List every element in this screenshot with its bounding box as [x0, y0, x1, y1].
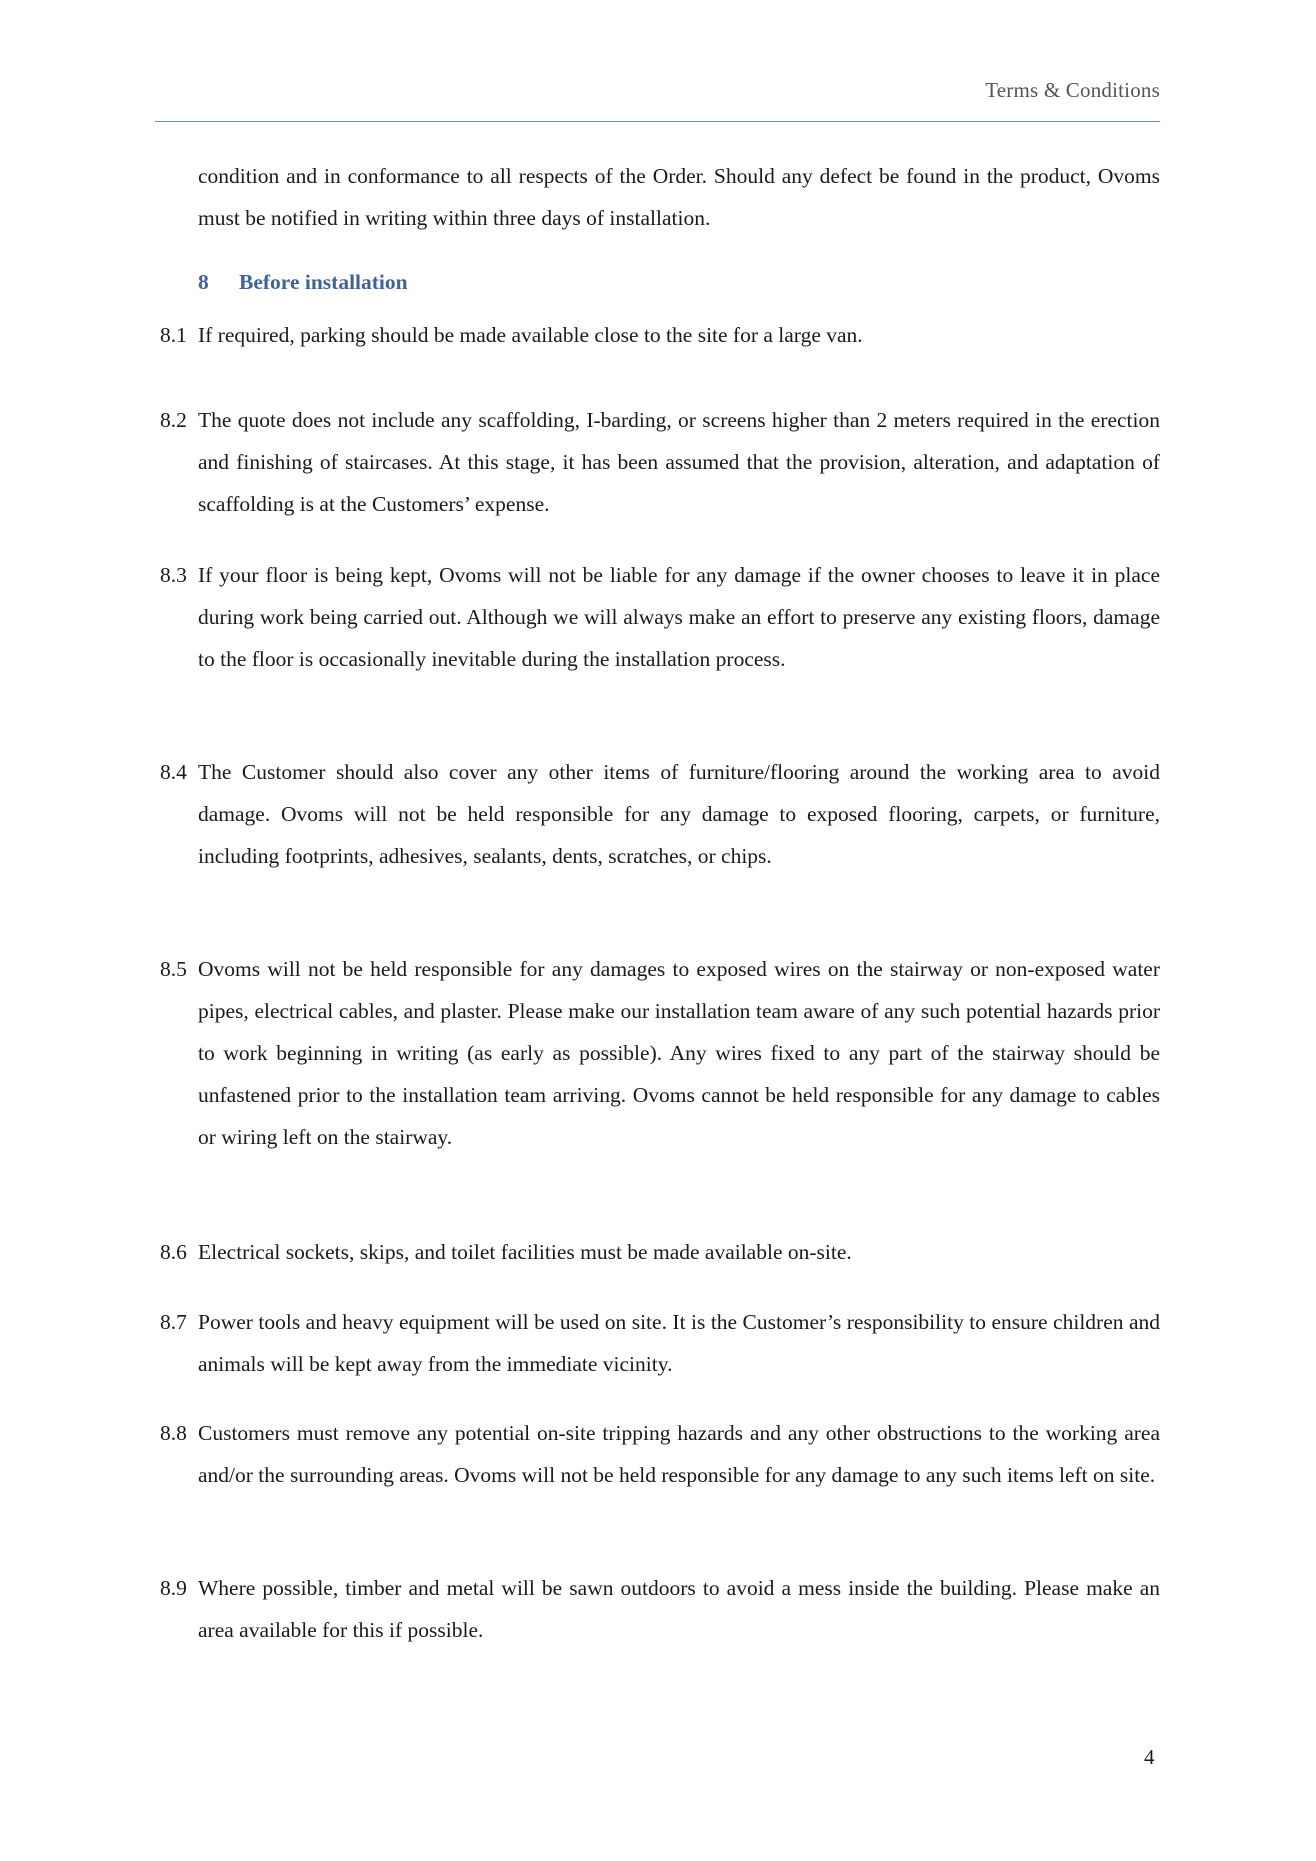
clause-8-5	[160, 948, 1160, 1158]
clause-text: If your floor is being kept, Ovoms will not be liable for any damage if the owner chooses to leave it in place during work being carried out. Although we will always make an effort to preserve any existing floors, damage to the floor is occasionally inevitable during the installation process.	[198, 563, 1160, 671]
clause-8-4	[160, 751, 1160, 877]
clause-8-1	[160, 314, 1160, 356]
clause-8-2	[160, 399, 1160, 525]
page-number: 4	[1144, 1745, 1155, 1769]
clause-text: Where possible, timber and metal will be sawn outdoors to avoid a mess inside the building. Please make an area available for this if possible.	[198, 1576, 1160, 1642]
header-divider	[155, 121, 1160, 122]
clause-number: 8.6	[160, 1240, 187, 1264]
clause-number: 8.5	[160, 957, 187, 981]
clause-text: The Customer should also cover any other items of furniture/flooring around the working area to avoid damage. Ovoms will not be held responsible for any damage to exposed flooring, carpets, or furniture, including footprints, adhesives, sealants, dents, scratches, or chips.	[198, 760, 1160, 868]
clause-number: 8.8	[160, 1421, 187, 1445]
clause-text: If required, parking should be made available close to the site for a large van.	[198, 323, 863, 347]
clause-number: 8.2	[160, 408, 187, 432]
page-header-title: Terms & Conditions	[985, 78, 1160, 102]
clause-text: Ovoms will not be held responsible for any damages to exposed wires on the stairway or non-exposed water pipes, electrical cables, and plaster. Please make our installation team aware of any such potential hazards prior to work beginning in writing (as early as possible). Any wires fixed to any part of the stairway should be unfastened prior to the installation team arriving. Ovoms cannot be held responsible for any damage to cables or wiring left on the stairway.	[198, 957, 1160, 1149]
clause-number: 8.3	[160, 563, 187, 587]
clause-text: Power tools and heavy equipment will be used on site. It is the Customer’s responsibility to ensure children and animals will be kept away from the immediate vicinity.	[198, 1310, 1160, 1376]
clause-number: 8.4	[160, 760, 187, 784]
section-number: 8	[198, 270, 209, 294]
section-heading	[198, 270, 408, 295]
section-title: Before installation	[239, 270, 408, 294]
clause-text: Customers must remove any potential on-site tripping hazards and any other obstructions to the working area and/or the surrounding areas. Ovoms will not be held responsible for any damage to any such items left on site.	[198, 1421, 1160, 1487]
clause-8-3	[160, 554, 1160, 680]
continued-paragraph: condition and in conformance to all respects of the Order. Should any defect be found in the product, Ovoms must be notified in writing within three days of installation.	[198, 164, 1160, 230]
clause-text: The quote does not include any scaffolding, I-barding, or screens higher than 2 meters required in the erection and finishing of staircases. At this stage, it has been assumed that the provision, alteration, and adaptation of scaffolding is at the Customers’ expense.	[198, 408, 1160, 516]
clause-number: 8.1	[160, 323, 187, 347]
clause-number: 8.9	[160, 1576, 187, 1600]
clause-8-6	[160, 1231, 1160, 1273]
clause-8-9	[160, 1567, 1160, 1651]
clause-8-7	[160, 1301, 1160, 1385]
clause-8-8	[160, 1412, 1160, 1496]
clause-number: 8.7	[160, 1310, 187, 1334]
clause-text: Electrical sockets, skips, and toilet facilities must be made available on-site.	[198, 1240, 852, 1264]
